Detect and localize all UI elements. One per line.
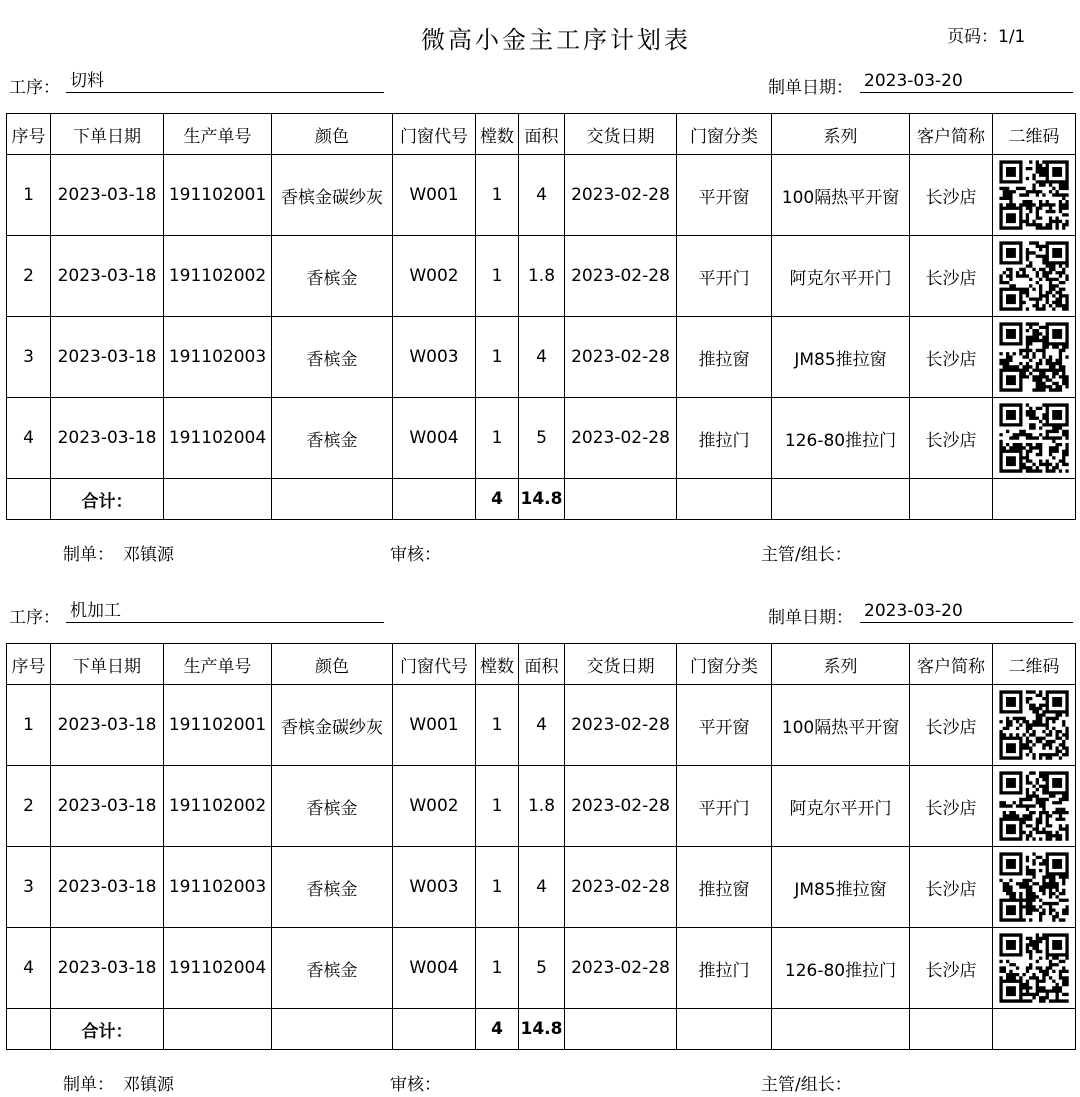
process-value: 切料 (66, 71, 384, 93)
column-header: 二维码 (993, 644, 1076, 685)
table-row (7, 398, 1076, 479)
column-header: 二维码 (993, 114, 1076, 155)
qr-code-icon (999, 933, 1069, 1003)
cell-category: 平开门 (677, 766, 772, 847)
maker-name: 邓镇源 (123, 545, 174, 565)
column-header: 序号 (7, 644, 51, 685)
qr-code-icon (999, 160, 1069, 230)
column-header: 门窗代号 (393, 644, 476, 685)
cell-customer: 长沙店 (910, 928, 993, 1009)
cell-series: 阿克尔平开门 (772, 766, 910, 847)
total-label: 合计： (51, 1009, 164, 1050)
cell-order-no: 191102004 (164, 928, 272, 1009)
total-empty-cell (565, 1009, 677, 1050)
cell-qty: 1 (476, 928, 519, 1009)
table-row (7, 928, 1076, 1009)
total-empty-cell (993, 479, 1076, 520)
cell-delivery: 2023-02-28 (565, 847, 677, 928)
total-empty-cell (164, 479, 272, 520)
column-header: 下单日期 (51, 644, 164, 685)
date-value: 2023-03-20 (860, 71, 1073, 93)
cell-color: 香槟金 (272, 236, 393, 317)
column-header: 樘数 (476, 644, 519, 685)
cell-area: 5 (519, 398, 565, 479)
page-title: 微高小金主工序计划表 (421, 26, 691, 54)
cell-qty: 1 (476, 766, 519, 847)
cell-code: W003 (393, 317, 476, 398)
column-header: 交货日期 (565, 644, 677, 685)
maker-name: 邓镇源 (123, 1075, 174, 1095)
cell-customer: 长沙店 (910, 685, 993, 766)
cell-code: W004 (393, 398, 476, 479)
total-empty-cell (164, 1009, 272, 1050)
total-empty-cell (393, 1009, 476, 1050)
process-label: 工序： (9, 608, 60, 628)
qr-code-icon (999, 852, 1069, 922)
supervisor-label: 主管/组长： (761, 1075, 852, 1095)
column-header: 系列 (772, 644, 910, 685)
total-label: 合计： (51, 479, 164, 520)
qr-code-icon (999, 403, 1069, 473)
qr-code-icon (999, 690, 1069, 760)
process-label: 工序： (9, 78, 60, 98)
cell-color: 香槟金 (272, 398, 393, 479)
column-header: 门窗分类 (677, 114, 772, 155)
cell-delivery: 2023-02-28 (565, 685, 677, 766)
column-header: 面积 (519, 114, 565, 155)
cell-customer: 长沙店 (910, 155, 993, 236)
cell-category: 推拉窗 (677, 317, 772, 398)
cell-order-date: 2023-03-18 (51, 766, 164, 847)
cell-delivery: 2023-02-28 (565, 317, 677, 398)
column-header: 序号 (7, 114, 51, 155)
cell-color: 香槟金碳纱灰 (272, 685, 393, 766)
total-empty-cell (677, 479, 772, 520)
total-qty: 4 (476, 1009, 519, 1050)
cell-category: 推拉门 (677, 928, 772, 1009)
cell-category: 平开门 (677, 236, 772, 317)
cell-order-no: 191102002 (164, 236, 272, 317)
cell-order-no: 191102001 (164, 685, 272, 766)
total-empty-cell (910, 1009, 993, 1050)
cell-delivery: 2023-02-28 (565, 236, 677, 317)
table-row (7, 766, 1076, 847)
column-header: 系列 (772, 114, 910, 155)
cell-no: 4 (7, 928, 51, 1009)
plan-table (6, 643, 1076, 1050)
cell-qty: 1 (476, 236, 519, 317)
cell-series: 100隔热平开窗 (772, 155, 910, 236)
qr-code-icon (999, 771, 1069, 841)
cell-qty: 1 (476, 847, 519, 928)
total-empty-cell (565, 479, 677, 520)
table-header-row (7, 114, 1076, 155)
total-empty-cell (7, 479, 51, 520)
cell-delivery: 2023-02-28 (565, 766, 677, 847)
maker-label: 制单： (63, 545, 114, 565)
cell-qr (993, 766, 1076, 847)
cell-customer: 长沙店 (910, 766, 993, 847)
column-header: 交货日期 (565, 114, 677, 155)
cell-order-no: 191102003 (164, 847, 272, 928)
cell-customer: 长沙店 (910, 847, 993, 928)
cell-no: 3 (7, 847, 51, 928)
total-empty-cell (393, 479, 476, 520)
cell-no: 2 (7, 236, 51, 317)
cell-color: 香槟金碳纱灰 (272, 155, 393, 236)
cell-order-no: 191102001 (164, 155, 272, 236)
cell-color: 香槟金 (272, 317, 393, 398)
cell-color: 香槟金 (272, 928, 393, 1009)
column-header: 客户简称 (910, 114, 993, 155)
cell-series: JM85推拉窗 (772, 847, 910, 928)
cell-customer: 长沙店 (910, 236, 993, 317)
cell-area: 4 (519, 155, 565, 236)
table-row (7, 236, 1076, 317)
column-header: 客户简称 (910, 644, 993, 685)
reviewer-label: 审核： (390, 545, 441, 565)
table-row (7, 685, 1076, 766)
column-header: 樘数 (476, 114, 519, 155)
cell-no: 3 (7, 317, 51, 398)
total-empty-cell (772, 1009, 910, 1050)
total-empty-cell (772, 479, 910, 520)
supervisor-label: 主管/组长： (761, 545, 852, 565)
cell-order-date: 2023-03-18 (51, 685, 164, 766)
cell-area: 5 (519, 928, 565, 1009)
cell-order-no: 191102003 (164, 317, 272, 398)
total-empty-cell (677, 1009, 772, 1050)
cell-series: JM85推拉窗 (772, 317, 910, 398)
cell-code: W002 (393, 766, 476, 847)
cell-qr (993, 398, 1076, 479)
page-code: 页码：1/1 (947, 27, 1026, 47)
cell-no: 2 (7, 766, 51, 847)
column-header: 生产单号 (164, 114, 272, 155)
cell-qty: 1 (476, 685, 519, 766)
cell-area: 1.8 (519, 766, 565, 847)
total-empty-cell (910, 479, 993, 520)
cell-delivery: 2023-02-28 (565, 398, 677, 479)
cell-code: W001 (393, 155, 476, 236)
cell-code: W004 (393, 928, 476, 1009)
cell-order-date: 2023-03-18 (51, 928, 164, 1009)
cell-order-no: 191102004 (164, 398, 272, 479)
cell-order-no: 191102002 (164, 766, 272, 847)
cell-area: 1.8 (519, 236, 565, 317)
reviewer-label: 审核： (390, 1075, 441, 1095)
cell-color: 香槟金 (272, 766, 393, 847)
table-row (7, 317, 1076, 398)
cell-qr (993, 685, 1076, 766)
column-header: 下单日期 (51, 114, 164, 155)
cell-order-date: 2023-03-18 (51, 236, 164, 317)
cell-delivery: 2023-02-28 (565, 928, 677, 1009)
cell-series: 100隔热平开窗 (772, 685, 910, 766)
table-row (7, 847, 1076, 928)
cell-area: 4 (519, 685, 565, 766)
cell-category: 推拉窗 (677, 847, 772, 928)
column-header: 颜色 (272, 644, 393, 685)
cell-no: 1 (7, 685, 51, 766)
cell-qty: 1 (476, 398, 519, 479)
qr-code-icon (999, 322, 1069, 392)
cell-category: 平开窗 (677, 685, 772, 766)
cell-order-date: 2023-03-18 (51, 398, 164, 479)
cell-no: 4 (7, 398, 51, 479)
cell-code: W003 (393, 847, 476, 928)
date-value: 2023-03-20 (860, 601, 1073, 623)
process-value: 机加工 (66, 601, 384, 623)
cell-series: 阿克尔平开门 (772, 236, 910, 317)
column-header: 门窗代号 (393, 114, 476, 155)
cell-qr (993, 928, 1076, 1009)
cell-category: 平开窗 (677, 155, 772, 236)
date-label: 制单日期： (768, 608, 853, 628)
cell-series: 126-80推拉门 (772, 398, 910, 479)
cell-qty: 1 (476, 155, 519, 236)
column-header: 生产单号 (164, 644, 272, 685)
cell-area: 4 (519, 847, 565, 928)
qr-code-icon (999, 241, 1069, 311)
date-label: 制单日期： (768, 78, 853, 98)
cell-color: 香槟金 (272, 847, 393, 928)
cell-no: 1 (7, 155, 51, 236)
cell-qty: 1 (476, 317, 519, 398)
total-empty-cell (272, 1009, 393, 1050)
cell-order-date: 2023-03-18 (51, 155, 164, 236)
cell-qr (993, 847, 1076, 928)
plan-table (6, 113, 1076, 520)
column-header: 门窗分类 (677, 644, 772, 685)
total-row (7, 1009, 1076, 1050)
cell-qr (993, 155, 1076, 236)
total-empty-cell (993, 1009, 1076, 1050)
total-empty-cell (7, 1009, 51, 1050)
cell-delivery: 2023-02-28 (565, 155, 677, 236)
column-header: 颜色 (272, 114, 393, 155)
total-area: 14.8 (519, 479, 565, 520)
table-header-row (7, 644, 1076, 685)
cell-area: 4 (519, 317, 565, 398)
maker-label: 制单： (63, 1075, 114, 1095)
cell-series: 126-80推拉门 (772, 928, 910, 1009)
total-empty-cell (272, 479, 393, 520)
table-row (7, 155, 1076, 236)
cell-customer: 长沙店 (910, 398, 993, 479)
cell-qr (993, 236, 1076, 317)
cell-order-date: 2023-03-18 (51, 317, 164, 398)
cell-category: 推拉门 (677, 398, 772, 479)
cell-customer: 长沙店 (910, 317, 993, 398)
total-row (7, 479, 1076, 520)
total-qty: 4 (476, 479, 519, 520)
cell-qr (993, 317, 1076, 398)
total-area: 14.8 (519, 1009, 565, 1050)
cell-code: W001 (393, 685, 476, 766)
cell-code: W002 (393, 236, 476, 317)
column-header: 面积 (519, 644, 565, 685)
cell-order-date: 2023-03-18 (51, 847, 164, 928)
